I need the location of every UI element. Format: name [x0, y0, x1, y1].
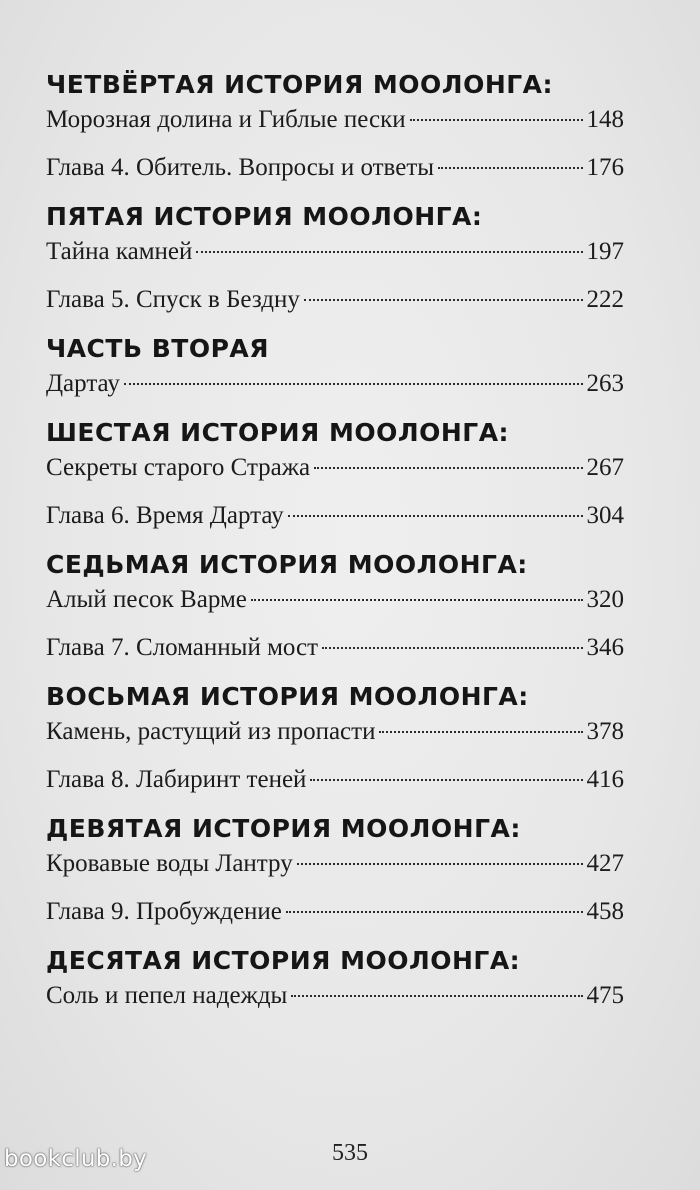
dot-leader	[288, 515, 583, 517]
entry-title: Глава 5. Спуск в Бездну	[46, 286, 300, 313]
entry-title: Тайна камней	[46, 238, 193, 265]
entry-page-number: 320	[586, 586, 624, 613]
entry-page-number: 475	[586, 982, 624, 1009]
toc-entry	[46, 584, 624, 616]
entry-title: Кровавые воды Лантру	[46, 850, 293, 877]
dot-leader	[297, 863, 583, 865]
toc-entry	[46, 452, 624, 484]
dot-leader	[124, 383, 583, 385]
toc-entry	[46, 368, 624, 400]
entry-page-number: 346	[586, 634, 624, 661]
entry-page-number: 427	[586, 850, 624, 877]
dot-leader	[322, 647, 582, 649]
section-heading: ЧАСТЬ ВТОРАЯ	[46, 334, 269, 363]
dot-leader	[310, 779, 582, 781]
entry-title: Дартау	[46, 370, 120, 397]
dot-leader	[410, 119, 583, 121]
entry-title: Глава 6. Время Дартау	[46, 502, 284, 529]
toc-entry	[46, 764, 624, 796]
toc-entry	[46, 500, 624, 532]
entry-page-number: 416	[586, 766, 624, 793]
entry-title: Морозная долина и Гиблые пески	[46, 106, 406, 133]
toc-entry	[46, 284, 624, 316]
dot-leader	[251, 599, 583, 601]
section-heading: ДЕВЯТАЯ ИСТОРИЯ МООЛОНГА:	[46, 814, 521, 843]
toc-entry	[46, 104, 624, 136]
toc-entry	[46, 848, 624, 880]
dot-leader	[291, 995, 582, 997]
entry-title: Секреты старого Стража	[46, 454, 311, 481]
entry-page-number: 197	[586, 238, 624, 265]
toc-entry	[46, 632, 624, 664]
entry-page-number: 378	[586, 718, 624, 745]
page-number: 535	[332, 1140, 368, 1166]
entry-title: Соль и пепел надежды	[46, 982, 288, 1009]
section-heading: ВОСЬМАЯ ИСТОРИЯ МООЛОНГА:	[46, 682, 529, 711]
entry-page-number: 148	[586, 106, 624, 133]
section-heading: ПЯТАЯ ИСТОРИЯ МООЛОНГА:	[46, 202, 483, 231]
dot-leader	[304, 299, 583, 301]
watermark: bookclub.by	[4, 1146, 148, 1172]
entry-page-number: 176	[586, 154, 624, 181]
entry-title: Глава 4. Обитель. Вопросы и ответы	[46, 154, 435, 181]
dot-leader	[314, 467, 582, 469]
section-heading: ЧЕТВЁРТАЯ ИСТОРИЯ МООЛОНГА:	[46, 70, 554, 99]
entry-title: Глава 7. Сломанный мост	[46, 634, 319, 661]
dot-leader	[379, 731, 582, 733]
entry-page-number: 267	[586, 454, 624, 481]
toc-entry	[46, 716, 624, 748]
entry-title: Камень, растущий из пропасти	[46, 718, 376, 745]
dot-leader	[438, 167, 582, 169]
entry-page-number: 222	[586, 286, 624, 313]
entry-page-number: 263	[586, 370, 624, 397]
toc-entry	[46, 980, 624, 1012]
entry-title: Глава 8. Лабиринт теней	[46, 766, 307, 793]
section-heading: ШЕСТАЯ ИСТОРИЯ МООЛОНГА:	[46, 418, 510, 447]
entry-page-number: 304	[586, 502, 624, 529]
section-heading: ДЕСЯТАЯ ИСТОРИЯ МООЛОНГА:	[46, 946, 521, 975]
entry-title: Глава 9. Пробуждение	[46, 898, 282, 925]
section-heading: СЕДЬМАЯ ИСТОРИЯ МООЛОНГА:	[46, 550, 528, 579]
toc-entry	[46, 152, 624, 184]
table-of-contents	[46, 70, 624, 1012]
toc-entry	[46, 896, 624, 928]
dot-leader	[196, 251, 582, 253]
entry-title: Алый песок Варме	[46, 586, 247, 613]
entry-page-number: 458	[586, 898, 624, 925]
dot-leader	[286, 911, 583, 913]
toc-entry	[46, 236, 624, 268]
